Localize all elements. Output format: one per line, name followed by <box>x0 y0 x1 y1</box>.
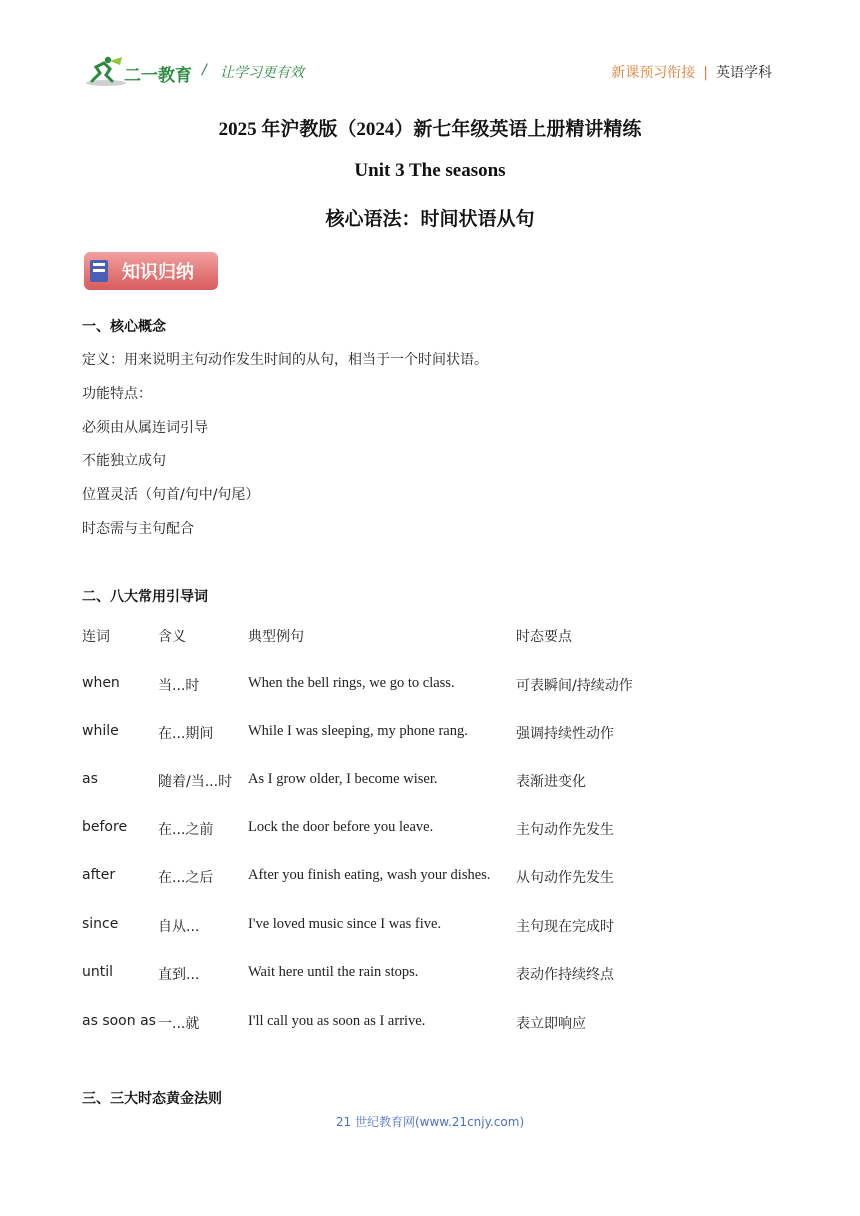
feature-item: 不能独立成句 <box>82 453 166 469</box>
feature-item: 位置灵活（句首/句中/句尾） <box>82 487 260 503</box>
table-row <box>82 867 782 891</box>
tense-note-cell: 表渐进变化 <box>516 774 586 790</box>
example-cell: I've loved music since I was five. <box>248 916 442 932</box>
header-divider: | <box>703 65 708 81</box>
section-2-heading: 二、八大常用引导词 <box>82 589 208 605</box>
conjunction-cell: while <box>82 723 119 739</box>
column-header: 时态要点 <box>516 629 572 645</box>
example-cell: I'll call you as soon as I arrive. <box>248 1013 426 1029</box>
example-cell: After you finish eating, wash your dishes. <box>248 867 491 883</box>
column-header: 含义 <box>158 629 186 645</box>
section-3-heading: 三、三大时态黄金法则 <box>82 1091 222 1107</box>
table-row <box>82 916 782 940</box>
table-row <box>82 723 782 747</box>
definition-text: 定义：用来说明主句动作发生时间的从句，相当于一个时间状语。 <box>82 352 488 368</box>
section-1-heading: 一、核心概念 <box>82 319 166 335</box>
table-row <box>82 964 782 988</box>
meaning-cell: 在...之后 <box>158 870 214 886</box>
conjunction-cell: after <box>82 867 116 883</box>
table-row <box>82 1013 782 1037</box>
meaning-cell: 直到... <box>158 967 200 983</box>
conjunction-cell: when <box>82 675 120 691</box>
example-cell: When the bell rings, we go to class. <box>248 675 455 691</box>
meaning-cell: 当...时 <box>158 678 200 694</box>
header-subject: 英语学科 <box>716 65 772 81</box>
table-row <box>82 819 782 843</box>
conjunction-cell: before <box>82 819 128 835</box>
meaning-cell: 在...之前 <box>158 822 214 838</box>
feature-item: 必须由从属连词引导 <box>82 420 208 436</box>
example-cell: Wait here until the rain stops. <box>248 964 419 980</box>
column-header: 典型例句 <box>248 629 304 645</box>
meaning-cell: 一...就 <box>158 1016 200 1032</box>
topic-title: 核心语法：时间状语从句 <box>325 209 535 230</box>
tense-note-cell: 强调持续性动作 <box>516 726 614 742</box>
document-title: 2025 年沪教版（2024）新七年级英语上册精讲精练 <box>218 119 642 140</box>
page-footer: 21 世纪教育网(www.21cnjy.com) <box>335 1115 525 1129</box>
feature-item: 时态需与主句配合 <box>82 521 194 537</box>
svg-text:二一教育: 二一教育 <box>124 66 192 86</box>
page-header <box>0 0 860 100</box>
unit-title: Unit 3 The seasons <box>354 160 506 181</box>
badge-label: 知识归纳 <box>122 262 194 283</box>
example-cell: As I grow older, I become wiser. <box>248 771 438 787</box>
features-label: 功能特点： <box>82 386 152 402</box>
table-row <box>82 771 782 795</box>
tense-note-cell: 从句动作先发生 <box>516 870 614 886</box>
header-right <box>611 62 772 82</box>
conjunction-cell: as soon as <box>82 1013 156 1029</box>
tense-note-cell: 表动作持续终点 <box>516 967 614 983</box>
conjunction-cell: as <box>82 771 98 787</box>
slogan-separator: / <box>202 62 207 78</box>
conjunction-cell: since <box>82 916 119 932</box>
tense-note-cell: 表立即响应 <box>516 1016 586 1032</box>
column-header: 连词 <box>82 629 110 645</box>
tense-note-cell: 主句动作先发生 <box>516 822 614 838</box>
table-row <box>82 675 782 699</box>
table-header-row <box>82 626 782 650</box>
meaning-cell: 在...期间 <box>158 726 214 742</box>
conjunction-cell: until <box>82 964 114 980</box>
tense-note-cell: 可表瞬间/持续动作 <box>516 678 633 694</box>
meaning-cell: 随着/当...时 <box>158 774 233 790</box>
meaning-cell: 自从... <box>158 919 200 935</box>
header-slogan: 让学习更有效 <box>220 65 304 81</box>
example-cell: Lock the door before you leave. <box>248 819 434 835</box>
header-course: 新课预习衔接 <box>611 65 696 81</box>
example-cell: While I was sleeping, my phone rang. <box>248 723 468 739</box>
logo-icon <box>84 55 194 89</box>
knowledge-badge <box>84 252 218 290</box>
tense-note-cell: 主句现在完成时 <box>516 919 614 935</box>
